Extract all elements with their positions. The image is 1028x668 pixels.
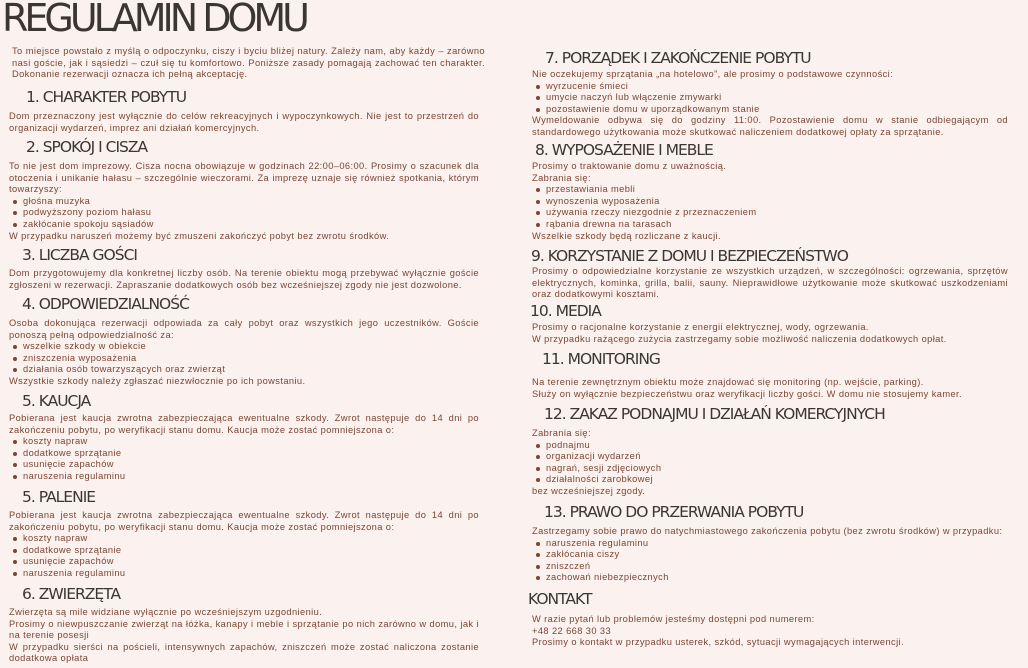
section-smoking-list (9, 533, 479, 579)
section-11 (532, 377, 1008, 400)
section-12-text: Zabrania się: (532, 428, 591, 438)
section-4-text: Osoba dokonująca rezerwacji odpowiada za cały pobyt oraz wszystkich jego uczestników. Goście ponoszą pełną odpowiedzialność za: (9, 318, 479, 340)
section-13-list (532, 538, 1008, 584)
section-2-after: W przypadku naruszeń możemy być zmuszeni zakończyć pobyt bez zwrotu środków. (9, 230, 390, 241)
list-item: zachowań niebezpiecznych (546, 572, 1008, 584)
section-4-list (9, 341, 479, 376)
section-11-text-2: Służy on wyłącznie bezpieczeństwu oraz weryfikacji liczby gości. W domu nie stosujemy kamer. (532, 388, 963, 399)
section-3 (9, 268, 479, 291)
contact-heading: KONTAKT (528, 590, 592, 608)
contact (532, 614, 1008, 649)
list-item: zniszczeń (546, 561, 1008, 573)
contact-phone[interactable]: +48 22 668 30 33 (532, 625, 612, 636)
list-item: przestawiania mebli (546, 184, 1008, 196)
list-item: zniszczenia wyposażenia (23, 353, 479, 365)
section-6-heading-wrap (22, 585, 495, 603)
section-6 (9, 607, 479, 665)
section-4-heading: 4. ODPOWIEDZIALNOŚĆ (22, 295, 189, 313)
list-item: organizacji wydarzeń (546, 451, 1008, 463)
section-9-heading-wrap (531, 247, 1008, 265)
list-item: usunięcie zapachów (23, 556, 479, 568)
list-item: dodatkowe sprzątanie (23, 448, 479, 460)
section-5 (9, 413, 479, 483)
list-item: wynoszenia wyposażenia (546, 196, 1008, 208)
section-1-text: Dom przeznaczony jest wyłącznie do celów rekreacyjnych i wypoczynkowych. Nie jest to przestrzeń do organizacji wydarzeń, imprez ani działań komercyjnych. (9, 111, 479, 133)
section-6-text-3: W przypadku sierści na pościeli, intensywnych zapachów, zniszczeń może zostać naliczona zostanie dodatkowa opłata (9, 641, 479, 664)
section-4-heading-wrap (22, 295, 495, 313)
contact-heading-wrap (528, 590, 1008, 608)
section-2-text: To nie jest dom imprezowy. Cisza nocna obowiązuje w godzinach 22:00–06:00. Prosimy o szacunek dla otoczenia i unikanie hałasu – szczególnie wieczorami. Za imprezę uznaje się również spotkania, którym towarzyszy: (9, 161, 479, 195)
contact-line-3: Prosimy o kontakt w przypadku usterek, szkód, sytuacji wymagających interwencji. (532, 637, 904, 648)
page-title: REGULAMIN DOMU (2, 0, 306, 40)
section-12-after: bez wcześniejszej zgody. (532, 485, 646, 496)
section-8-text: Prosimy o traktowanie domu z uważnością. (532, 161, 727, 171)
section-1-heading-wrap (26, 88, 495, 106)
section-13 (532, 526, 1008, 584)
section-8-text-2: Zabrania się: (532, 172, 591, 183)
list-item: głośna muzyka (23, 196, 479, 208)
list-item: działania osób towarzyszących oraz zwierząt (23, 364, 479, 376)
section-10-heading-wrap (530, 302, 1008, 320)
section-12-heading: 12. ZAKAZ PODNAJMU I DZIAŁAŃ KOMERCYJNYCH (544, 405, 885, 423)
section-7-after: Wymeldowanie odbywa się do godziny 11:00. Pozostawienie domu w stanie odbiegającym od standardowego użytkowania może skutkować naliczeniem dodatkowej opłaty za sprzątanie. (532, 115, 1008, 137)
section-12-list (532, 440, 1008, 486)
section-5-heading: 5. KAUCJA (22, 392, 91, 410)
section-7 (532, 69, 1008, 139)
section-1 (9, 111, 479, 134)
list-item: umycie naczyń lub włączenie zmywarki (546, 92, 1008, 104)
section-2-list (9, 196, 479, 231)
intro (12, 46, 485, 81)
section-5-heading-wrap (22, 392, 495, 410)
section-2-heading-wrap (26, 138, 495, 156)
section-3-heading-wrap (22, 246, 495, 264)
section-7-list (532, 81, 1008, 116)
section-11-heading-wrap (542, 350, 1008, 368)
list-item: działalności zarobkowej (546, 474, 1008, 486)
section-4 (9, 318, 479, 388)
section-11-heading: 11. MONITORING (542, 350, 660, 368)
section-2-heading: 2. SPOKÓJ I CISZA (26, 138, 148, 156)
list-item: rąbania drewna na tarasach (546, 219, 1008, 231)
section-7-heading: 7. PORZĄDEK I ZAKOŃCZENIE POBYTU (545, 49, 811, 67)
list-item: naruszenia regulaminu (23, 471, 479, 483)
section-8-list (532, 184, 1008, 230)
list-item: usunięcie zapachów (23, 459, 479, 471)
list-item: naruszenia regulaminu (23, 568, 479, 580)
section-12-heading-wrap (544, 405, 1008, 423)
section-13-heading: 13. PRAWO DO PRZERWANIA POBYTU (544, 503, 804, 521)
section-6-heading: 6. ZWIERZĘTA (22, 585, 121, 603)
contact-line-1: W razie pytań lub problemów jesteśmy dostępni pod numerem: (532, 614, 815, 624)
section-7-text: Nie oczekujemy sprzątania „na hotelowo”, ale prosimy o podstawowe czynności: (532, 69, 894, 79)
section-5-list (9, 436, 479, 482)
section-3-text: Dom przygotowujemy dla konkretnej liczby osób. Na terenie obiektu mogą przebywać wyłącznie goście zgłoszeni w rezerwacji. Zapraszanie dodatkowych osób bez wcześniejszej zgody nie jest dozwolone. (9, 268, 479, 290)
intro-text: To miejsce powstało z myślą o odpoczynku, ciszy i byciu bliżej natury. Zależy nam, aby każdy – zarówno nasi goście, jak i sąsiedzi – czuł się tu komfortowo. Poniższe zasady pomagają zachować ten charakter. Dokonanie rezerwacji oznacza ich pełną akceptację. (12, 46, 485, 80)
section-smoking-heading: 5. PALENIE (22, 488, 96, 506)
section-9-text: Prosimy o odpowiedzialne korzystanie ze wszystkich urządzeń, w szczególności: ogrzewania, sprzętów elektrycznych, kominka, grilla, balii, sauny. Nieprawidłowe użytkowanie może skutkować uszkodzeniami oraz dodatkowymi kosztami. (532, 266, 1008, 300)
section-2 (9, 161, 479, 242)
list-item: koszty napraw (23, 533, 479, 545)
section-10 (532, 322, 1008, 345)
section-3-heading: 3. LICZBA GOŚCI (22, 246, 137, 264)
list-item: nagrań, sesji zdjęciowych (546, 463, 1008, 475)
section-smoking (9, 510, 479, 580)
list-item: podnajmu (546, 440, 1008, 452)
section-10-heading: 10. MEDIA (530, 302, 601, 320)
section-8-after: Wszelkie szkody będą rozliczane z kaucji. (532, 230, 721, 241)
section-9 (532, 266, 1008, 301)
section-8 (532, 161, 1008, 242)
section-8-heading-wrap (535, 141, 1008, 159)
section-10-text-2: W przypadku rażącego zużycia zastrzegamy sobie możliwość naliczenia dodatkowych opłat. (532, 333, 947, 344)
section-12 (532, 428, 1008, 498)
list-item: dodatkowe sprzątanie (23, 545, 479, 557)
section-11-text: Na terenie zewnętrznym obiektu może znajdować się monitoring (np. wejście, parking). (532, 377, 924, 387)
section-13-heading-wrap (544, 503, 1008, 521)
section-13-text: Zastrzegamy sobie prawo do natychmiastowego zakończenia pobytu (bez zwrotu środków) w przypadku: (532, 526, 1003, 536)
section-10-text: Prosimy o racjonalne korzystanie z energii elektrycznej, wody, ogrzewania. (532, 322, 869, 332)
list-item: zakłócanie spokoju sąsiadów (23, 219, 479, 231)
section-1-heading: 1. CHARAKTER POBYTU (26, 88, 187, 106)
list-item: koszty napraw (23, 436, 479, 448)
list-item: wszelkie szkody w obiekcie (23, 341, 479, 353)
section-9-heading: 9. KORZYSTANIE Z DOMU I BEZPIECZEŃSTWO (531, 247, 848, 265)
section-smoking-heading-wrap (22, 488, 495, 506)
list-item: używania rzeczy niezgodnie z przeznaczeniem (546, 207, 1008, 219)
section-smoking-text: Pobierana jest kaucja zwrotna zabezpieczająca ewentualne szkody. Zwrot następuje do 14 dni po zakończeniu pobytu, po weryfikacji stanu domu. Kaucja może zostać pomniejszona o: (9, 510, 479, 532)
list-item: zakłócania ciszy (546, 549, 1008, 561)
list-item: podwyższony poziom hałasu (23, 207, 479, 219)
list-item: naruszenia regulaminu (546, 538, 1008, 550)
section-8-heading: 8. WYPOSAŻENIE I MEBLE (535, 141, 713, 159)
section-6-text-2: Prosimy o niewpuszczanie zwierząt na łóżka, kanapy i meble i sprzątanie po nich zarówno w domu, jak i na terenie posesji (9, 618, 479, 641)
list-item: pozostawienie domu w uporządkowanym stanie (546, 104, 1008, 116)
section-7-heading-wrap (545, 49, 1008, 67)
section-4-after: Wszystkie szkody należy zgłaszać niezwłocznie po ich powstaniu. (9, 375, 306, 386)
section-5-text: Pobierana jest kaucja zwrotna zabezpieczająca ewentualne szkody. Zwrot następuje do 14 dni po zakończeniu pobytu, po weryfikacji stanu domu. Kaucja może zostać pomniejszona o: (9, 413, 479, 435)
list-item: wyrzucenie śmieci (546, 81, 1008, 93)
section-6-text: Zwierzęta są mile widziane wyłącznie po wcześniejszym uzgodnieniu. (9, 607, 323, 617)
